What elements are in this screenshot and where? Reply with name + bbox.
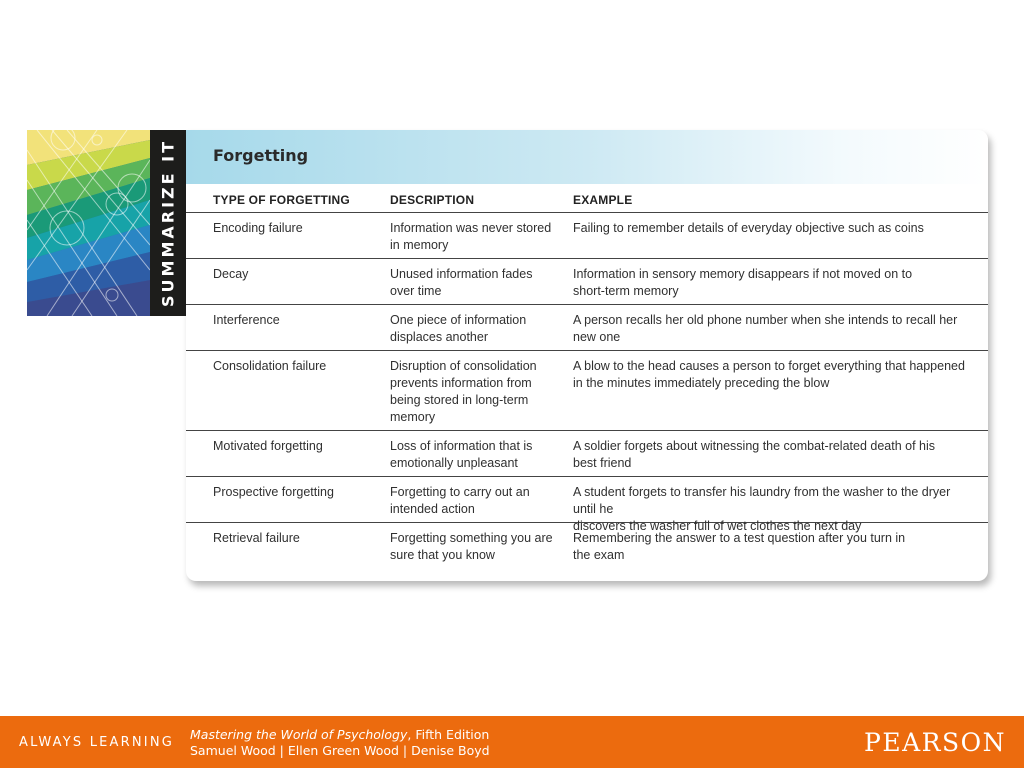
table-body	[186, 213, 988, 577]
card-title: Forgetting	[213, 146, 309, 165]
description-line: Disruption of consolidation	[390, 359, 537, 373]
type-cell: Motivated forgetting	[213, 439, 323, 453]
book-edition: , Fifth Edition	[407, 727, 490, 742]
card-header	[186, 130, 988, 184]
example-line: best friend	[573, 456, 632, 470]
example-line: in the minutes immediately preceding the blow	[573, 376, 830, 390]
table-row	[186, 305, 988, 351]
table-row	[186, 351, 988, 431]
book-title-line	[190, 727, 490, 743]
description-line: in memory	[390, 238, 449, 252]
type-cell: Encoding failure	[213, 221, 303, 235]
type-cell: Decay	[213, 267, 249, 281]
description-line: displaces another	[390, 330, 488, 344]
example-line: Information in sensory memory disappears if not moved on to	[573, 267, 913, 281]
table-row	[186, 523, 988, 577]
example-cell	[573, 438, 973, 472]
description-cell	[390, 312, 560, 346]
description-line: over time	[390, 284, 442, 298]
description-cell	[390, 530, 560, 564]
type-cell: Consolidation failure	[213, 359, 327, 373]
description-line: Unused information fades	[390, 267, 533, 281]
forgetting-table-card	[186, 130, 988, 581]
description-line: prevents information from	[390, 376, 532, 390]
description-line: emotionally unpleasant	[390, 456, 518, 470]
example-line: Remembering the answer to a test question after you turn in	[573, 531, 906, 545]
description-cell	[390, 438, 560, 472]
description-line: memory	[390, 410, 436, 424]
example-line: the exam	[573, 548, 625, 562]
column-header-description: DESCRIPTION	[390, 193, 475, 207]
always-learning-tagline: ALWAYS LEARNING	[19, 735, 175, 750]
description-line: One piece of information	[390, 313, 527, 327]
example-cell	[573, 220, 973, 237]
table-row	[186, 431, 988, 477]
example-line: discovers the washer full of wet clothes the next day	[573, 519, 862, 533]
description-line: Forgetting something you are	[390, 531, 553, 545]
column-header-type: TYPE OF FORGETTING	[213, 193, 350, 207]
example-cell	[573, 266, 973, 300]
type-cell: Interference	[213, 313, 280, 327]
example-cell	[573, 312, 973, 346]
column-header-example: EXAMPLE	[573, 193, 633, 207]
description-line: Information was never stored	[390, 221, 552, 235]
description-line: sure that you know	[390, 548, 495, 562]
table-row	[186, 477, 988, 533]
description-line: Loss of information that is	[390, 439, 533, 453]
table-row	[186, 259, 988, 305]
example-line: A person recalls her old phone number when she intends to recall her	[573, 313, 958, 327]
example-line: short-term memory	[573, 284, 679, 298]
description-line: being stored in long-term	[390, 393, 529, 407]
example-line: A student forgets to transfer his laundry from the washer to the dryer until he	[573, 485, 951, 516]
pearson-logo: PEARSON	[864, 728, 1006, 757]
description-line: Forgetting to carry out an	[390, 485, 530, 499]
type-cell: Retrieval failure	[213, 531, 300, 545]
description-cell	[390, 484, 560, 518]
footer-bar	[0, 716, 1024, 768]
description-cell	[390, 358, 560, 426]
example-cell	[573, 530, 973, 564]
table-header-row	[186, 184, 988, 213]
summarize-it-band	[150, 130, 186, 316]
book-info	[190, 727, 490, 759]
example-line: A soldier forgets about witnessing the combat-related death of his	[573, 439, 936, 453]
summarize-it-label: SUMMARIZE IT	[158, 139, 178, 307]
table-row	[186, 213, 988, 259]
example-line: new one	[573, 330, 621, 344]
type-cell: Prospective forgetting	[213, 485, 334, 499]
example-line: Failing to remember details of everyday objective such as coins	[573, 221, 924, 235]
book-authors: Samuel Wood | Ellen Green Wood | Denise Boyd	[190, 743, 490, 758]
example-line: A blow to the head causes a person to forget everything that happened	[573, 359, 965, 373]
description-cell	[390, 220, 560, 254]
book-title: Mastering the World of Psychology	[190, 727, 408, 742]
example-cell	[573, 358, 973, 392]
description-line: intended action	[390, 502, 475, 516]
decorative-artwork	[27, 130, 150, 316]
description-cell	[390, 266, 560, 300]
